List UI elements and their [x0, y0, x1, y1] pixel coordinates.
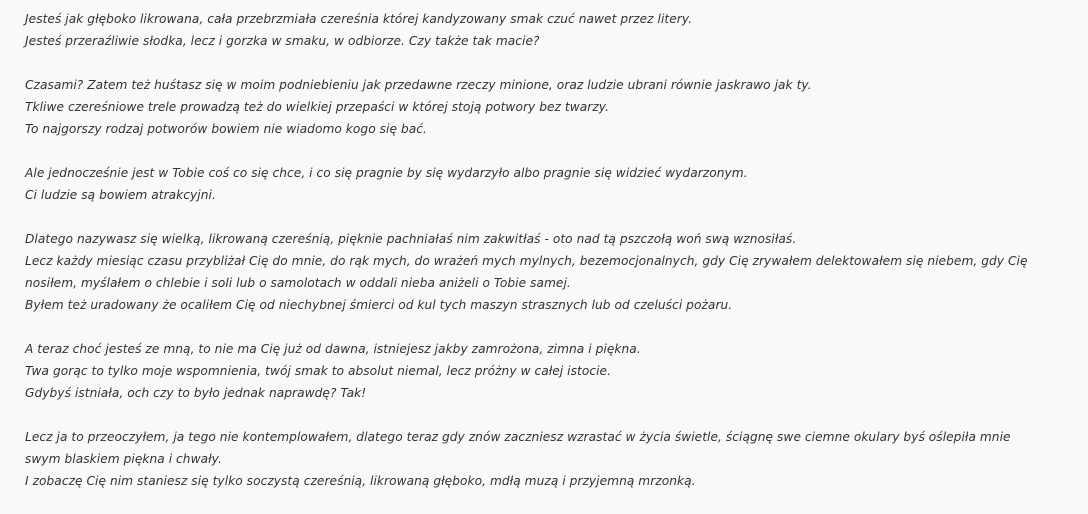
poem-line: A teraz choć jesteś ze mną, to nie ma Cię już od dawna, istniejesz jakby zamrożona, zimna i piękna. [25, 342, 641, 356]
poem-line: Gdybyś istniała, och czy to było jednak naprawdę? Tak! [25, 386, 367, 400]
stanza-6 [25, 426, 1083, 492]
poem-line: Ale jednocześnie jest w Tobie coś co się chce, i co się pragnie by się wydarzyło albo pragnie się widzieć wydarzonym. [25, 166, 748, 180]
poem-line: Byłem też uradowany że ocaliłem Cię od niechybnej śmierci od kul tych maszyn strasznych lub od czeluści pożaru. [25, 298, 733, 312]
poem-line: Lecz ja to przeoczyłem, ja tego nie kontemplowałem, dlatego teraz gdy znów zaczniesz wzrastać w życia świetle, ściągnę swe ciemne okulary byś oślepiła mnie [25, 430, 1011, 444]
poem-line: Jesteś jak głęboko likrowana, cała przebrzmiała czereśnia której kandyzowany smak czuć nawet przez litery. [25, 12, 693, 26]
poem-line: Ci ludzie są bowiem atrakcyjni. [25, 188, 216, 202]
stanza-5 [25, 338, 1083, 404]
poem-text [25, 8, 1083, 514]
poem-line: To najgorszy rodzaj potworów bowiem nie wiadomo kogo się bać. [25, 122, 427, 136]
stanza-3 [25, 162, 1083, 206]
poem-line: Jesteś przeraźliwie słodka, lecz i gorzka w smaku, w odbiorze. Czy także tak macie? [25, 34, 540, 48]
poem-line: Tkliwe czereśniowe trele prowadzą też do wielkiej przepaści w której stoją potwory bez twarzy. [25, 100, 610, 114]
stanza-1 [25, 8, 1083, 52]
poem-line: Dlatego nazywasz się wielką, likrowaną czereśnią, pięknie pachniałaś nim zakwitłaś - oto nad tą pszczołą woń swą wznosiłaś. [25, 232, 797, 246]
poem-line: I zobaczę Cię nim staniesz się tylko soczystą czereśnią, likrowaną głęboko, mdłą muzą i przyjemną mrzonką. [25, 474, 696, 488]
poem-line: Twa gorąc to tylko moje wspomnienia, twój smak to absolut niemal, lecz próżny w całej istocie. [25, 364, 612, 378]
poem-line: nosiłem, myślałem o chlebie i soli lub o samolotach w oddali nieba aniżeli o Tobie samej. [25, 276, 571, 290]
stanza-2 [25, 74, 1083, 140]
poem-line: swym blaskiem piękna i chwały. [25, 452, 222, 466]
poem-line: Lecz każdy miesiąc czasu przybliżał Cię do mnie, do rąk mych, do wrażeń mych mylnych, bezemocjonalnych, gdy Cię zrywałem delektowałem się niebem, gdy Cię [25, 254, 1028, 268]
stanza-4 [25, 228, 1083, 316]
poem-line: Czasami? Zatem też huśtasz się w moim podniebieniu jak przedawne rzeczy minione, oraz ludzie ubrani równie jaskrawo jak ty. [25, 78, 812, 92]
